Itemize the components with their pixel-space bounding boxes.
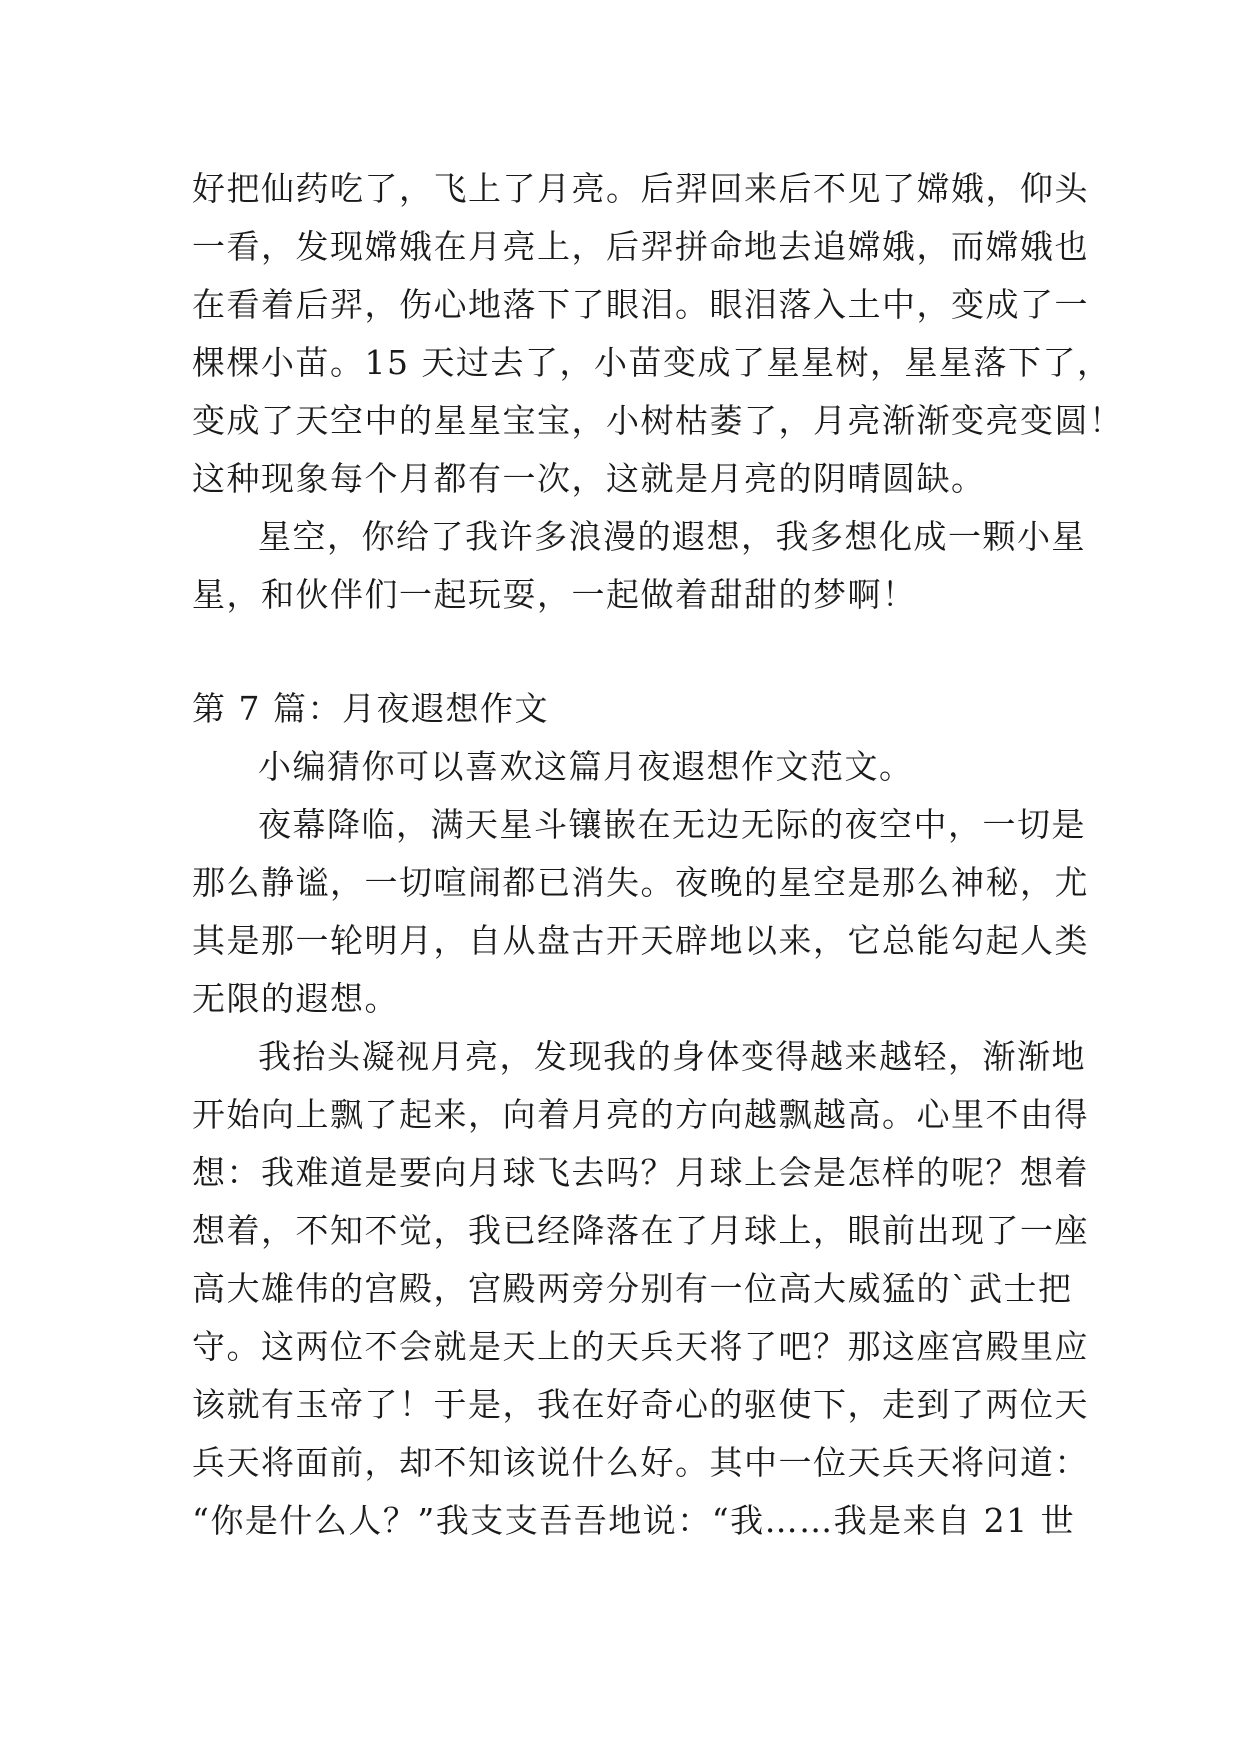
- intro-line: 小编猜你可以喜欢这篇月夜遐想作文范文。: [258, 747, 914, 786]
- text-line: 变成了天空中的星星宝宝，小树枯萎了，月亮渐渐变亮变圆！: [192, 401, 1124, 440]
- text-line: 其是那一轮明月，自从盘古开天辟地以来，它总能勾起人类: [192, 921, 1089, 960]
- text-line: 在看着后羿，伤心地落下了眼泪。眼泪落入土中，变成了一: [192, 285, 1089, 324]
- text-line: 想着，不知不觉，我已经降落在了月球上，眼前出现了一座: [192, 1211, 1089, 1250]
- text-line: 那么静谧，一切喧闹都已消失。夜晚的星空是那么神秘，尤: [192, 863, 1089, 902]
- section-spacer: [192, 624, 1052, 680]
- paragraph-starry-sky: [192, 508, 1086, 624]
- text-line: 开始向上飘了起来，向着月亮的方向越飘越高。心里不由得: [192, 1095, 1089, 1134]
- text-line: 我抬头凝视月亮，发现我的身体变得越来越轻，渐渐地: [258, 1037, 1086, 1076]
- text-line: 棵棵小苗。15 天过去了，小苗变成了星星树，星星落下了，: [192, 343, 1112, 382]
- text-line: 好把仙药吃了，飞上了月亮。后羿回来后不见了嫦娥，仰头: [192, 169, 1089, 208]
- paragraph-moon-journey: [192, 1028, 1089, 1550]
- text-line: 夜幕降临，满天星斗镶嵌在无边无际的夜空中，一切是: [258, 805, 1086, 844]
- text-line: 一看，发现嫦娥在月亮上，后羿拼命地去追嫦娥，而嫦娥也: [192, 227, 1089, 266]
- text-line: 这种现象每个月都有一次，这就是月亮的阴晴圆缺。: [192, 459, 986, 498]
- text-line: 高大雄伟的宫殿，宫殿两旁分别有一位高大威猛的`武士把: [192, 1269, 1073, 1308]
- article-title: 第 7 篇：月夜遐想作文: [192, 689, 549, 728]
- text-line: 想：我难道是要向月球飞去吗？月球上会是怎样的呢？想着: [192, 1153, 1089, 1192]
- text-line: 该就有玉帝了！于是，我在好奇心的驱使下，走到了两位天: [192, 1385, 1089, 1424]
- document-body: [192, 160, 1124, 1550]
- text-line: 星空，你给了我许多浪漫的遐想，我多想化成一颗小星: [258, 517, 1086, 556]
- text-line: 无限的遐想。: [192, 979, 399, 1018]
- paragraph-story-ending: [192, 160, 1124, 508]
- text-line: 星，和伙伴们一起玩耍，一起做着甜甜的梦啊！: [192, 575, 917, 614]
- text-line: “你是什么人？”我支支吾吾地说：“我……我是来自 21 世: [192, 1501, 1076, 1540]
- text-line: 守。这两位不会就是天上的天兵天将了吧？那这座宫殿里应: [192, 1327, 1089, 1366]
- paragraph-nightfall: [192, 796, 1089, 1028]
- text-line: 兵天将面前，却不知该说什么好。其中一位天兵天将问道：: [192, 1443, 1089, 1482]
